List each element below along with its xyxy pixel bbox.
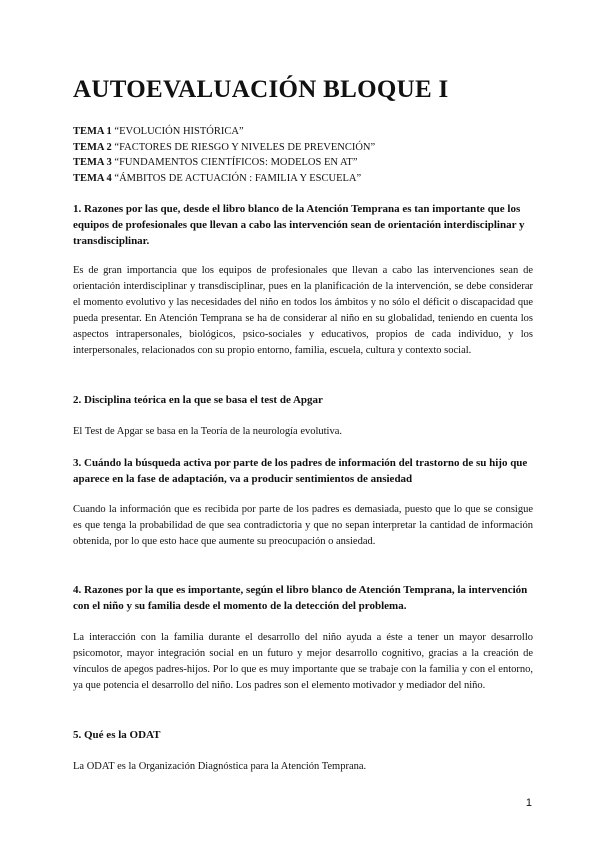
tema-text: “ÁMBITOS DE ACTUACIÓN : FAMILIA Y ESCUELA” — [114, 172, 362, 184]
tema-label: TEMA 3 — [73, 157, 112, 168]
tema-text: “EVOLUCIÓN HISTÓRICA” — [114, 126, 244, 137]
question-3: 3. Cuándo la búsqueda activa por parte de los padres de información del trastorno de su hijo que aparece en la fase de adaptación, va a producir sentimientos de ansiedad — [73, 457, 528, 485]
page-title: AUTOEVALUACIÓN BLOQUE I — [73, 76, 449, 103]
question-4: 4. Razones por la que es importante, según el libro blanco de Atención Temprana, la intervención con el niño y su familia desde el momento de la detección del problema. — [73, 584, 528, 612]
tema-text: “FACTORES DE RIESGO Y NIVELES DE PREVENCIÓN” — [114, 141, 376, 153]
question-2: 2. Disciplina teórica en la que se basa el test de Apgar — [73, 394, 323, 406]
question-5: 5. Qué es la ODAT — [73, 729, 161, 741]
tema-label: TEMA 2 — [73, 141, 112, 153]
question-1: 1. Razones por las que, desde el libro blanco de la Atención Temprana es tan importante que los equipos de profesionales que llevan a cabo las intervención sean de orientación interdisciplinar y transdisciplinar. — [73, 203, 525, 247]
answer-2: El Test de Apgar se basa en la Teoría de la neurología evolutiva. — [73, 426, 343, 437]
tema-text: “FUNDAMENTOS CIENTÍFICOS: MODELOS EN AT” — [114, 157, 358, 168]
tema-item — [73, 171, 533, 187]
answer-5: La ODAT es la Organización Diagnóstica para la Atención Temprana. — [73, 761, 367, 772]
tema-item — [73, 124, 533, 140]
answer-4: La interacción con la familia durante el desarrollo del niño ayuda a éste a tener un mayor desarrollo psicomotor, mayor integración social en un futuro y mejor desarrollo cognitivo, gracias a la creación de vínculos de apegos padres-hijos. Por lo que es muy importante que se trabaje con la familia y con el entorno, ya que potencia el desarrollo del niño. Los padres son el elemento motivador y mediador del niño. — [73, 632, 533, 691]
tema-label: TEMA 4 — [73, 172, 112, 184]
answer-1: Es de gran importancia que los equipos de profesionales que llevan a cabo las intervenciones sean de orientación interdisciplinar y transdisciplinar, pues en la planificación de la intervención, se debe considerar el momento evolutivo y las necesidades del niño en todos los ámbitos y no sólo el déficit o discapacidad que pueda presentar. En Atención Temprana se ha de considerar al niño en su globalidad, teniendo en cuenta los aspectos intrapersonales, biológicos, psico-sociales y educativos, propios de cada individuo, y los interpersonales, relacionados con su propio entorno, familia, escuela, cultura y contexto social. — [73, 265, 533, 356]
tema-label: TEMA 1 — [73, 126, 112, 137]
temas-list — [73, 124, 533, 186]
tema-item — [73, 140, 533, 156]
page-number: 1 — [525, 797, 532, 809]
tema-item — [73, 155, 533, 171]
answer-3: Cuando la información que es recibida por parte de los padres es demasiada, puesto que lo que se consigue es que tenga la probabilidad de que sea contradictoria y que no sepan interpretar la cantidad de información obtenida, por lo que esto hace que aumente su preocupación o ansiedad. — [73, 504, 533, 547]
